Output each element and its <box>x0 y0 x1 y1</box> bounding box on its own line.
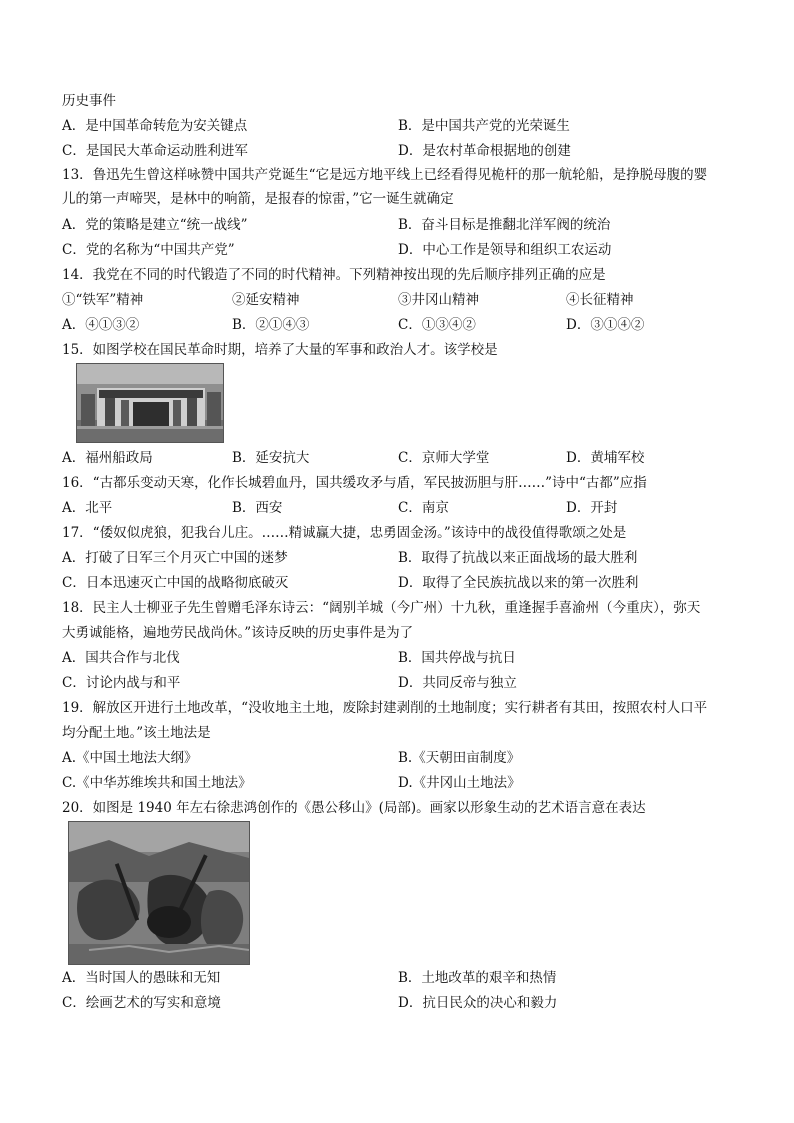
q13-option-c: C．党的名称为“中国共产党” <box>62 242 235 258</box>
q14-option-d: D．③①④② <box>566 317 645 333</box>
q16-option-a: A．北平 <box>62 500 113 516</box>
q17-option-b: B．取得了抗战以来正面战场的最大胜利 <box>398 550 638 566</box>
q20-stem: 20．如图是 1940 年左右徐悲鸿创作的《愚公移山》(局部)。画家以形象生动的艺术语言意在表达 <box>62 800 646 816</box>
q13-option-a: A．党的策略是建立“统一战线” <box>62 217 248 233</box>
q16-option-c: C．南京 <box>398 500 449 516</box>
q18-option-a: A．国共合作与北伐 <box>62 650 180 666</box>
q20-option-d: D．抗日民众的决心和毅力 <box>398 995 558 1011</box>
q14-item-4: ④长征精神 <box>566 292 634 308</box>
q20-painting-yugong <box>68 821 250 965</box>
q12-option-a: A．是中国革命转危为安关键点 <box>62 118 248 134</box>
q14-option-b: B．②①④③ <box>232 317 310 333</box>
q18-option-c: C．讨论内战与和平 <box>62 675 181 691</box>
q14-option-c: C．①③④② <box>398 317 476 333</box>
q20-option-b: B．土地改革的艰辛和热情 <box>398 970 557 986</box>
q19-stem-line1: 19．解放区开进行土地改革，“没收地主土地，废除封建剥削的土地制度；实行耕者有其田，按照农村人口平 <box>62 700 708 716</box>
q12-option-b: B．是中国共产党的光荣诞生 <box>398 118 570 134</box>
q14-item-1: ①“铁军”精神 <box>62 292 144 308</box>
q18-stem-line2: 大勇诚能格，遍地劳民战尚休。”该诗反映的历史事件是为了 <box>62 625 414 641</box>
q20-option-a: A．当时国人的愚昧和无知 <box>62 970 221 986</box>
q13-option-b: B．奋斗目标是推翻北洋军阀的统治 <box>398 217 611 233</box>
q14-item-3: ③井冈山精神 <box>398 292 479 308</box>
q12-stem-tail: 历史事件 <box>62 93 116 109</box>
q13-option-d: D．中心工作是领导和组织工农运动 <box>398 242 612 258</box>
q15-photo-school-gate <box>76 363 224 443</box>
q14-option-a: A．④①③② <box>62 317 140 333</box>
q18-option-b: B．国共停战与抗日 <box>398 650 516 666</box>
q14-stem: 14．我党在不同的时代锻造了不同的时代精神。下列精神按出现的先后顺序排列正确的应是 <box>62 267 606 283</box>
q17-option-a: A．打破了日军三个月灭亡中国的迷梦 <box>62 550 288 566</box>
q17-option-d: D．取得了全民族抗战以来的第一次胜利 <box>398 575 639 591</box>
q16-option-b: B．西安 <box>232 500 283 516</box>
q19-option-c: C.《中华苏维埃共和国土地法》 <box>62 775 252 791</box>
q19-option-b: B.《天朝田亩制度》 <box>398 750 521 766</box>
q16-option-d: D．开封 <box>566 500 618 516</box>
q15-option-c: C．京师大学堂 <box>398 450 490 466</box>
q13-stem-line2: 儿的第一声啼哭，是林中的响箭，是报春的惊雷，”它一诞生就确定 <box>62 191 454 207</box>
q14-item-2: ②延安精神 <box>232 292 300 308</box>
q17-option-c: C．日本迅速灭亡中国的战略彻底破灭 <box>62 575 289 591</box>
q19-stem-line2: 均分配土地。”该土地法是 <box>62 725 211 741</box>
q20-option-c: C．绘画艺术的写实和意境 <box>62 995 221 1011</box>
q15-option-d: D．黄埔军校 <box>566 450 645 466</box>
q13-stem-line1: 13．鲁迅先生曾这样咏赞中国共产党诞生“它是远方地平线上已经看得见桅杆的那一航轮船，是挣脱母腹的婴 <box>62 167 708 183</box>
q19-option-a: A.《中国土地法大纲》 <box>62 750 198 766</box>
q17-stem: 17．“倭奴似虎狼，犯我台儿庄。……精诚赢大捷，忠勇固金汤。”该诗中的战役值得歌颂之处是 <box>62 525 627 541</box>
q18-stem-line1: 18．民主人士柳亚子先生曾赠毛泽东诗云：“阔别羊城（今广州）十九秋，重逢握手喜渝州（今重庆），弥天 <box>62 600 701 616</box>
q12-option-d: D．是农村革命根据地的创建 <box>398 143 571 159</box>
q12-option-c: C．是国民大革命运动胜利进军 <box>62 143 248 159</box>
q19-option-d: D.《井冈山土地法》 <box>398 775 521 791</box>
q16-stem: 16．“古都乐变动天寒，化作长城碧血丹，国共缓攻矛与盾，军民披沥胆与肝……”诗中“古都”应指 <box>62 475 647 491</box>
q15-option-a: A．福州船政局 <box>62 450 153 466</box>
q15-option-b: B．延安抗大 <box>232 450 310 466</box>
q18-option-d: D．共同反帝与独立 <box>398 675 517 691</box>
q15-stem: 15．如图学校在国民革命时期，培养了大量的军事和政治人才。该学校是 <box>62 342 498 358</box>
